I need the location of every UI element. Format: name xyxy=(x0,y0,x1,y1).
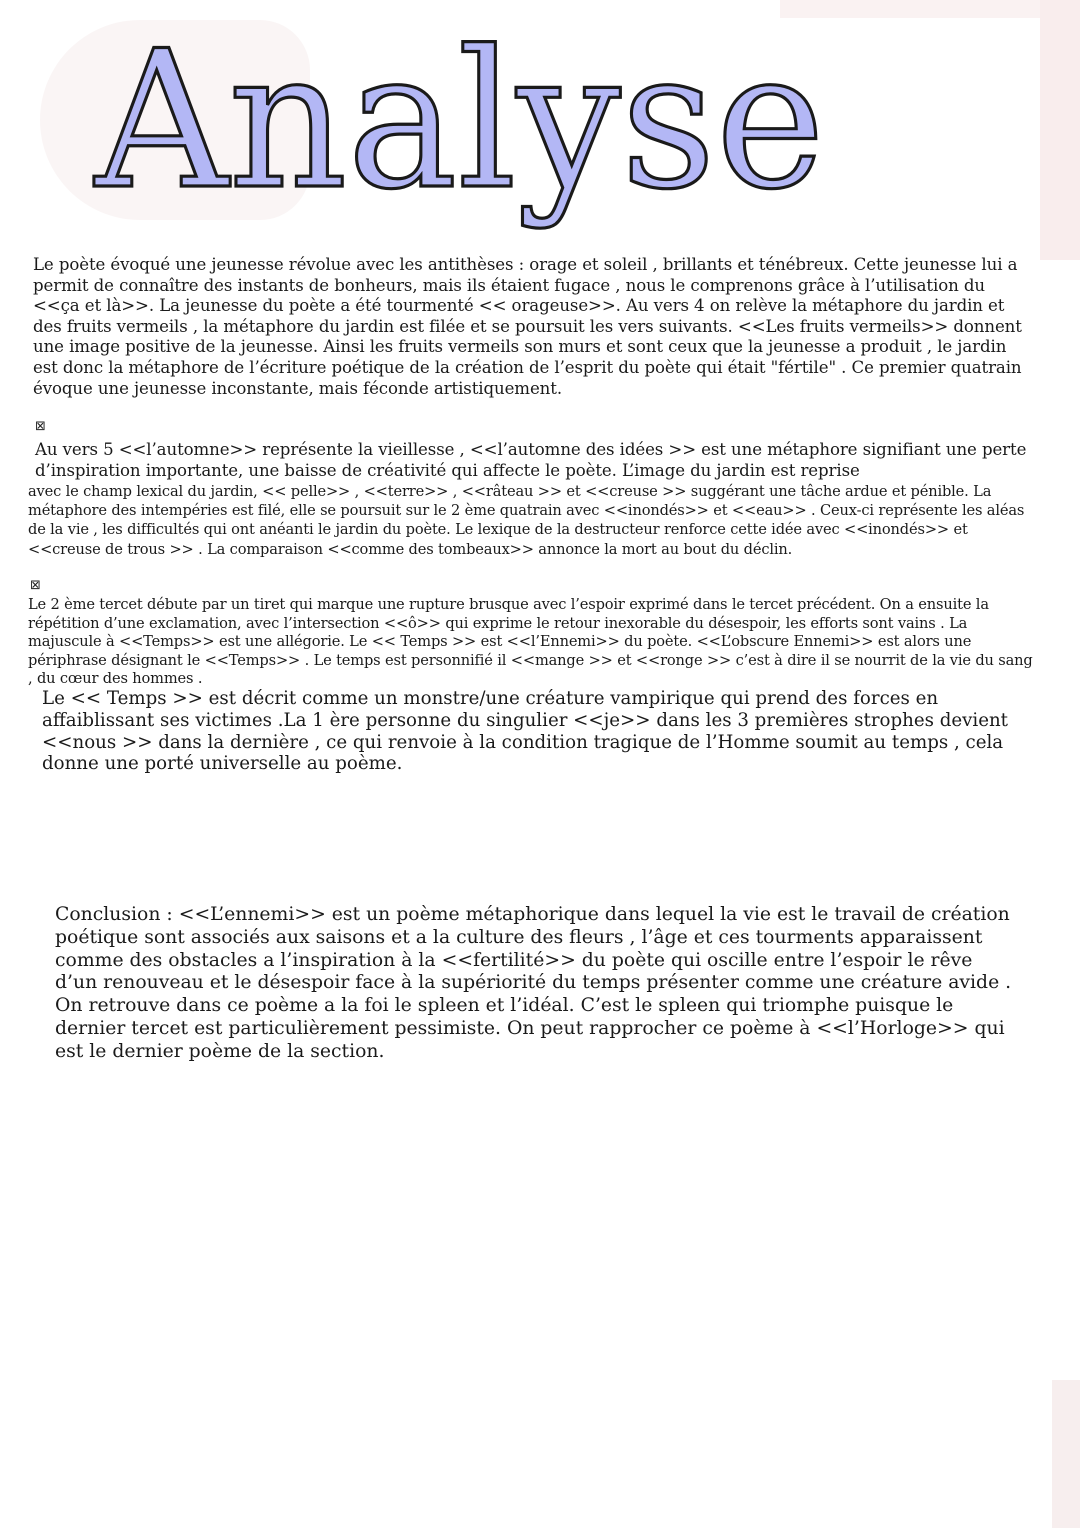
background-decoration xyxy=(1052,1380,1080,1528)
page-title xyxy=(0,18,1080,248)
background-decoration xyxy=(780,0,1040,18)
title-graphic xyxy=(0,18,1080,248)
separator-box-icon: ⊠ xyxy=(30,578,41,593)
paragraph-second-tercet: Le 2 ème tercet débute par un tiret qui marque une rupture brusque avec l’espoir exprimé dans le tercet précédent. On a ensuite la répétition d’une exclamation, avec l’intersection <<ô>> qui exprime le retour inexorable du désespoir, les efforts sont vains . La majuscule à <<Temps>> est une allégorie. Le << Temps >> est <<l’Ennemi>> du poète. <<L’obscure Ennemi>> est alors une périphrase désignant le <<Temps>> . Le temps est personnifié il <<mange >> et <<ronge >> c’est à dire il se nourrit de la vie du sang , du cœur des hommes . xyxy=(28,596,1033,688)
paragraph-time-monster: Le << Temps >> est décrit comme un monstre/une créature vampirique qui prend des forces en affaiblissant ses victimes .La 1 ère personne du singulier <<je>> dans les 3 premières strophes devient <<nous >> dans la dernière , ce qui renvoie à la condition tragique de l’Homme soumit au temps , cela donne une porté universelle au poème. xyxy=(42,688,1008,775)
paragraph-second-quatrain-cont: avec le champ lexical du jardin, << pelle>> , <<terre>> , <<râteau >> et <<creuse >> suggérant une tâche ardue et pénible. La métaphore des intempéries est filé, elle se poursuit sur le 2 ème quatrain avec <<inondés>> et <<eau>> . Ceux-ci représente les aléas de la vie , les difficultés qui ont anéanti le jardin du poète. Le lexique de la destructeur renforce cette idée avec <<inondés>> et <<creuse de trous >> . La comparaison <<comme des tombeaux>> annonce la mort au bout du déclin. xyxy=(28,483,1025,558)
title-text: Analyse xyxy=(93,18,825,231)
separator-box-icon: ⊠ xyxy=(35,419,46,434)
paragraph-second-quatrain: Au vers 5 <<l’automne>> représente la vieillesse , <<l’automne des idées >> est une métaphore signifiant une perte d’inspiration importante, une baisse de créativité qui affecte le poète. L’image du jardin est reprise xyxy=(35,440,1027,480)
paragraph-conclusion: Conclusion : <<L’ennemi>> est un poème métaphorique dans lequel la vie est le travail de création poétique sont associés aux saisons et a la culture des fleurs , l’âge et ces tourments apparaissent comme des obstacles a l’inspiration à la <<fertilité>> du poète qui oscille entre l’espoir le rêve d’un renouveau et le désespoir face à la supériorité du temps présenter comme une créature avide . On retrouve dans ce poème a la foi le spleen et l’idéal. C’est le spleen qui triomphe puisque le dernier tercet est particulièrement pessimiste. On peut rapprocher ce poème à <<l’Horloge>> qui est le dernier poème de la section. xyxy=(55,904,1012,1062)
paragraph-intro: Le poète évoqué une jeunesse révolue avec les antithèses : orage et soleil , brillants et ténébreux. Cette jeunesse lui a permit de connaître des instants de bonheurs, mais ils étaient fugace , nous le comprenons grâce à l’utilisation du <<ça et là>>. La jeunesse du poète a été tourmenté << orageuse>>. Au vers 4 on relève la métaphore du jardin et des fruits vermeils , la métaphore du jardin est filée et se poursuit les vers suivants. <<Les fruits vermeils>> donnent une image positive de la jeunesse. Ainsi les fruits vermeils son murs et sont ceux que la jeunesse a produit , le jardin est donc la métaphore de l’écriture poétique de la création de l’esprit du poète qui était "fértile" . Ce premier quatrain évoque une jeunesse inconstante, mais féconde artistiquement. xyxy=(33,255,1022,398)
